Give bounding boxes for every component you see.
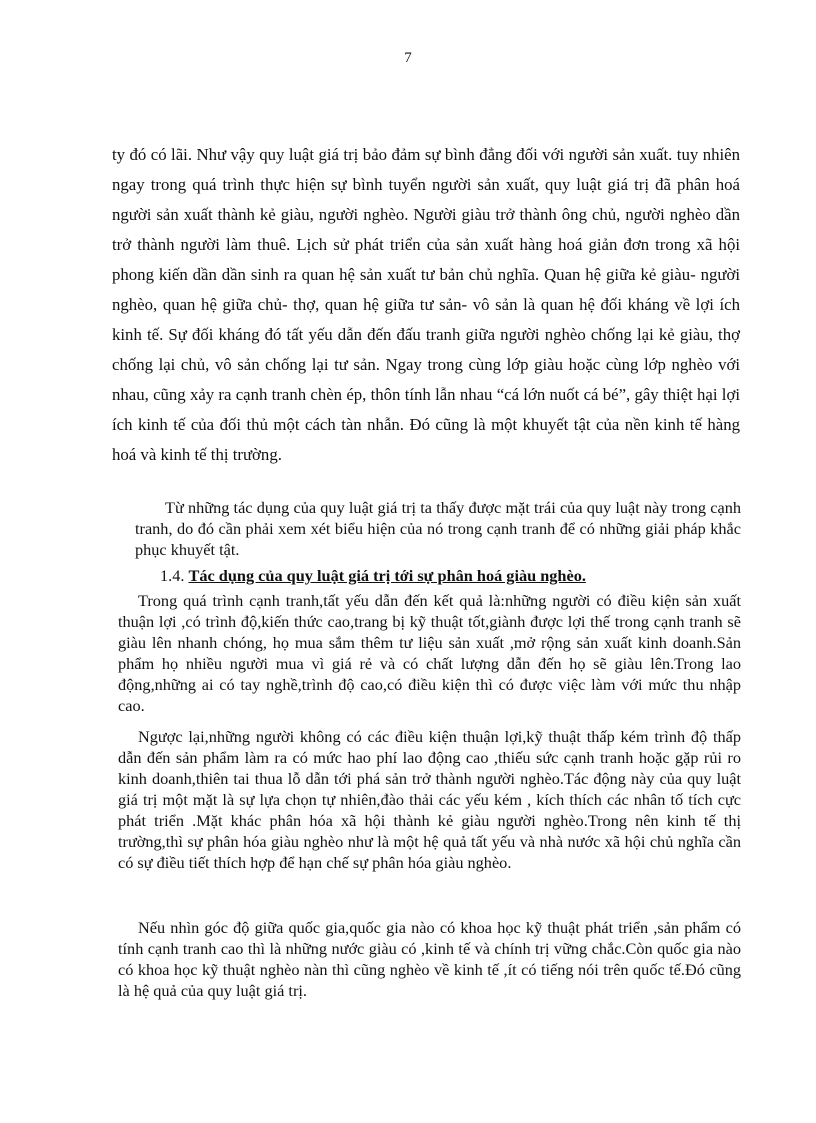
paragraph-transition: Từ những tác dụng của quy luật giá trị ta thấy được mặt trái của quy luật này trong cạnh tranh, do đó cần phải xem xét biểu hiện của nó trong cạnh tranh để có những giải pháp khắc phục khuyết tật. — [135, 498, 741, 559]
paragraph-continued: ty đó có lãi. Như vậy quy luật giá trị bảo đảm sự bình đẳng đối với người sản xuất. tuy nhiên ngay trong quá trình thực hiện sự bình tuyển người sản xuất, quy luật giá trị đã phân hoá người sản xuất thành kẻ giàu, người nghèo. Người giàu trở thành ông chủ, người nghèo dần trở thành người làm thuê. Lịch sử phát triển của sản xuất hàng hoá giản đơn trong xã hội phong kiến dần dần sinh ra quan hệ sản xuất tư bản chủ nghĩa. Quan hệ giữa kẻ giàu- người nghèo, quan hệ giữa chủ- thợ, quan hệ giữa tư sản- vô sản là quan hệ đối kháng về lợi ích kinh tế. Sự đối kháng đó tất yếu dẫn đến đấu tranh giữa người nghèo chống lại kẻ giàu, thợ chống lại chủ, vô sản chống lại tư sản. Ngay trong cùng lớp giàu hoặc cùng lớp nghèo với nhau, cũng xảy ra cạnh tranh chèn ép, thôn tính lẫn nhau “cá lớn nuốt cá bé”, gây thiệt hại lợi ích kinh tế của đối thủ một cách tàn nhẫn. Đó cũng là một khuyết tật của nền kinh tế hàng hoá và kinh tế thị trường. — [112, 145, 740, 464]
paragraph-national-level: Nếu nhìn góc độ giữa quốc gia,quốc gia nào có khoa học kỹ thuật phát triển ,sản phẩm có tính cạnh tranh cao thì là những nước giàu có ,kinh tế và chính trị vững chắc.Còn quốc gia nào có khoa học kỹ thuật nghèo nàn thì cũng nghèo về kinh tế ,ít có tiếng nói trên quốc tế.Đó cũng là hệ quả của quy luật giá trị. — [118, 918, 741, 1000]
section-heading — [160, 565, 740, 586]
paragraph-poor-outcome: Ngược lại,những người không có các điều kiện thuận lợi,kỹ thuật thấp kém trình độ thấp dẫn đến sản phẩm làm ra có mức hao phí lao động cao ,thiếu sức cạnh tranh hoặc gặp rủi ro kinh doanh,thiên tai thua lỗ dẫn tới phá sản trở thành người nghèo.Tác động này của quy luật giá trị một mặt là sự lựa chọn tự nhiên,đào thải các yếu kém , kích thích các nhân tố tích cực phát triển .Mặt khác phân hóa xã hội thành kẻ giàu người nghèo.Trong nên kinh tế thị trường,thì sự phân hóa giàu nghèo như là một hệ quả tất yếu và nhà nước xã hội chủ nghĩa cần có sự điều tiết thích hợp để hạn chế sự phân hóa giàu nghèo. — [118, 727, 741, 872]
section-number: 1.4. — [160, 566, 185, 585]
section-title: Tác dụng của quy luật giá trị tới sự phân hoá giàu nghèo. — [188, 566, 586, 585]
paragraph-rich-outcome: Trong quá trình cạnh tranh,tất yếu dẫn đến kết quả là:những người có điều kiện sản xuất thuận lợi ,có trình độ,kiến thức cao,trang bị kỹ thuật tốt,giành được lợi thế trong cạnh tranh sẽ giàu lên nhanh chóng, họ mua sắm thêm tư liệu sản xuất ,mở rộng sản xuất kinh doanh.Sản phẩm họ nhiều người mua vì giá rẻ và có chất lượng dẫn đến họ sẽ giàu lên.Trong lao động,những ai có tay nghề,trình độ cao,có điều kiện thì có được việc làm với mức thu nhập cao. — [118, 591, 741, 715]
page-number: 7 — [404, 50, 412, 66]
